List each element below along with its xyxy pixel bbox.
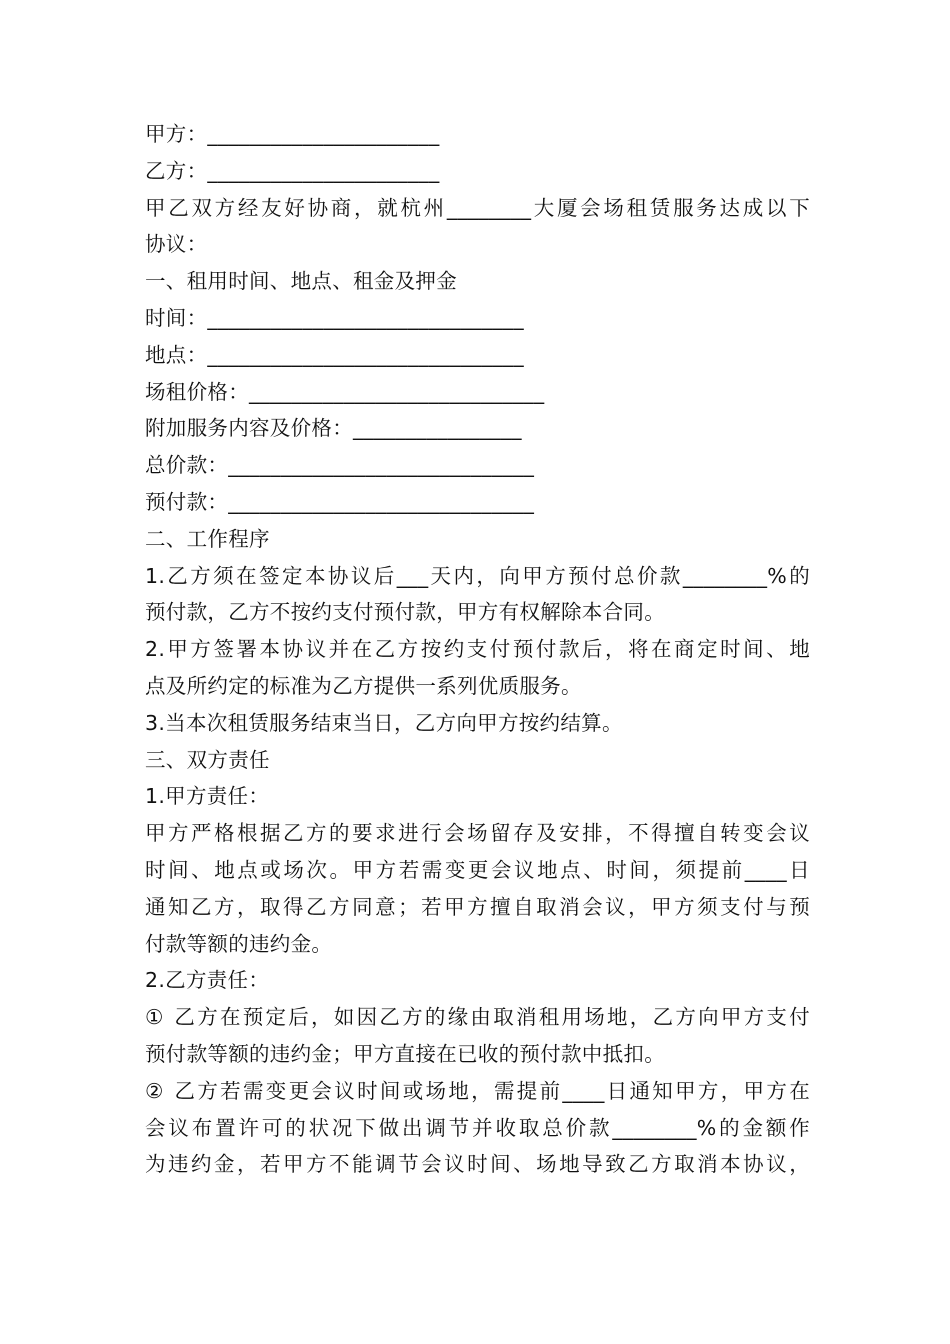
party-a-duty-line-4: 付款等额的违约金。 xyxy=(145,931,333,956)
line-intro-2: 协议： xyxy=(145,232,208,257)
field-location: 地点：______________________________ xyxy=(145,342,524,367)
field-total-price: 总价款：_____________________________ xyxy=(145,453,535,478)
line-party-b: 乙方：______________________ xyxy=(145,158,440,183)
party-a-duty-line-3: 通知乙方，取得乙方同意；若甲方擅自取消会议，甲方须支付与预 xyxy=(145,894,810,919)
procedure-2-line-1: 2.甲方签署本协议并在乙方按约支付预付款后，将在商定时间、地 xyxy=(145,637,810,662)
party-a-duty-line-2: 时间、地点或场次。甲方若需变更会议地点、时间，须提前____日 xyxy=(145,857,810,882)
section-heading-2: 二、工作程序 xyxy=(145,526,270,551)
party-b-duty-2-line-1: ② 乙方若需变更会议时间或场地，需提前____日通知甲方，甲方在 xyxy=(145,1078,810,1103)
section-heading-3: 三、双方责任 xyxy=(145,747,270,772)
procedure-2-line-2: 点及所约定的标准为乙方提供一系列优质服务。 xyxy=(145,673,582,698)
party-b-duty-2-line-3: 为违约金，若甲方不能调节会议时间、场地导致乙方取消本协议， xyxy=(145,1152,810,1177)
party-b-duty-1-line-2: 预付款等额的违约金；甲方直接在已收的预付款中抵扣。 xyxy=(145,1041,665,1066)
section-heading-1: 一、租用时间、地点、租金及押金 xyxy=(145,269,457,294)
field-time: 时间：______________________________ xyxy=(145,305,524,330)
line-party-a: 甲方：______________________ xyxy=(145,122,440,146)
procedure-1-line-2: 预付款，乙方不按约支付预付款，甲方有权解除本合同。 xyxy=(145,600,665,625)
party-a-duty-line-1: 甲方严格根据乙方的要求进行会场留存及安排，不得擅自转变会议 xyxy=(145,821,810,846)
field-rent-price: 场租价格：____________________________ xyxy=(145,379,545,404)
party-b-duty-1-line-1: ① 乙方在预定后，如因乙方的缘由取消租用场地，乙方向甲方支付 xyxy=(145,1005,810,1030)
document-page xyxy=(145,116,810,1183)
procedure-1-line-1: 1.乙方须在签定本协议后___天内，向甲方预付总价款________%的 xyxy=(145,563,810,588)
party-b-duty-heading: 2.乙方责任： xyxy=(145,968,270,993)
party-a-duty-heading: 1.甲方责任： xyxy=(145,784,270,809)
procedure-3: 3.当本次租赁服务结束当日，乙方向甲方按约结算。 xyxy=(145,710,623,735)
party-b-duty-2-line-2: 会议布置许可的状况下做出调节并收取总价款________%的金额作 xyxy=(145,1115,810,1140)
field-extra-services: 附加服务内容及价格：________________ xyxy=(145,416,522,441)
field-prepayment: 预付款：_____________________________ xyxy=(145,489,535,514)
line-intro-1: 甲乙双方经友好协商，就杭州________大厦会场租赁服务达成以下 xyxy=(145,195,810,220)
